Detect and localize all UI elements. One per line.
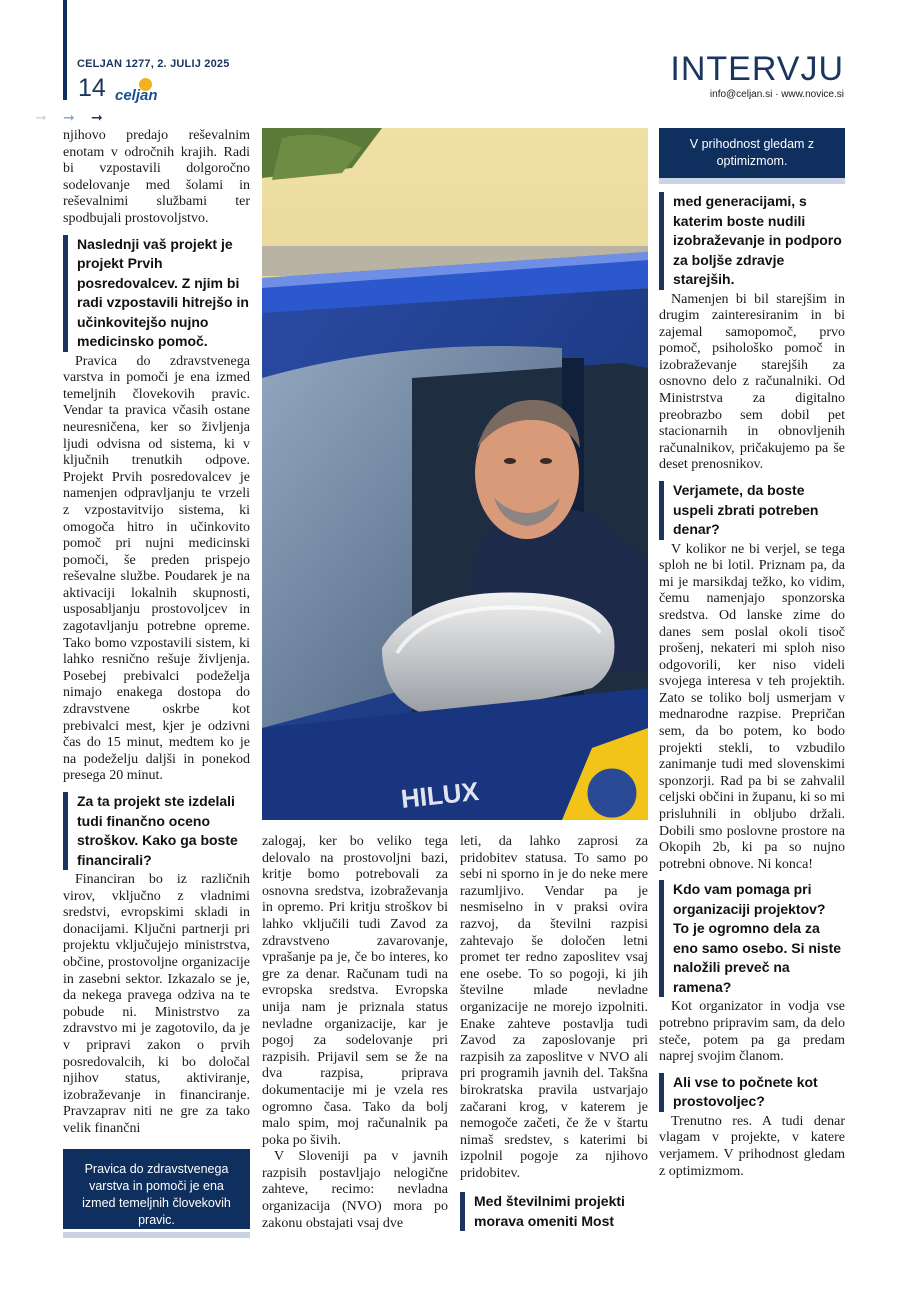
paragraph: Namenjen bi bil starejšim in drugim zainteresiranim in bi zajemal samopomoč, prvo pomoč, psihološko pomoč in izobraževanje starejših za osnovno delo z računalniki. Od Ministrstva za digitalno preobrazbo sem dobil pet stacionarnih in obnovljenih računalnikov, pričakujemo pa še deset prenosnikov.: [659, 291, 845, 473]
logo-text: celjan: [115, 87, 158, 104]
paragraph: Pravica do zdravstvenega varstva in pomoči je ena izmed temeljnih človekovih pravic. Vendar ta pravica včasih ostane neuresničena, ker so življenja ljudi odvisna od sistema, ki v ključnih trenutkih odpove. Projekt Prvih posredovalcev je namenjen odpravljanju te vrzeli z vzpostavitvijo sistema, ki omogoča hitro in učinkovito pomoč pri nujni medicinski pomoči, še preden prispejo reševalne službe. Poudarek je na aktivaciji lokalnih skupnosti, usposabljanju prostovoljcev in zagotavljanju potrebne opreme. Tako bomo vzpostavili sistem, ki lahko resnično rešuje življenja. Posebej prebivalci podeželja nimajo enakega dostopa do zdravstvene oskrbe kot prebivalci mest, kjer je odzivni čas do 15 minut, medtem ko je na podeželju daljši in ponekod presega 20 minut.: [63, 353, 250, 784]
celjan-logo: [115, 78, 169, 108]
interview-question: Verjamete, da boste uspeli zbrati potreben denar?: [659, 481, 845, 540]
article-column-1: [63, 128, 250, 1138]
photo-man-in-car: [262, 128, 648, 820]
issue-info: CELJAN 1277, 2. JULIJ 2025: [77, 58, 230, 70]
pull-quote-bar: [659, 178, 845, 184]
article-column-3: [262, 834, 448, 1232]
paragraph: Kot organizator in vodja vse potrebno pripravim sam, da delo steče, potem pa ga predam naprej svojim članom.: [659, 999, 845, 1065]
interview-question: med generacijami, s katerim boste nudili izobraževanje in podporo za boljše zdravje starejših.: [659, 192, 845, 290]
interview-question: Za ta projekt ste izdelali tudi finančno oceno stroškov. Kako ga boste financirali?: [63, 792, 250, 870]
arrow-right-icon: ➞: [91, 110, 103, 126]
arrow-right-icon: ➞: [35, 110, 47, 126]
contact-info: info@celjan.si · www.novice.si: [709, 89, 844, 100]
pull-quote-bar: [63, 1232, 250, 1238]
paragraph: V kolikor ne bi verjel, se tega sploh ne bi lotil. Priznam pa, da mi je marsikdaj težko, ko vidim, čemu namenjajo sponzorska sredstva. Od lanske zime do danes sem poslal okoli tisoč prošenj, nekateri mi sploh niso odgovorili, ker niso videli svojega interesa v teh projektih. Zato se toliko bolj usmerjam v mednarodne razpise. Prepričan sem, da bo potem, ko bodo projekti stekli, to vzbudilo zanimanje tudi med slovenskimi sponzorji. Rad pa bi se zahvalil celjski občini in županu, ki so mi prisluhnili in obljubo držali. Dobili smo poslovne prostore na Okopih 2b, ki pa so nujno potrebni obnove. Ni konca!: [659, 541, 845, 872]
page-number: 14: [78, 74, 106, 102]
arrow-decoration: [35, 112, 125, 124]
section-title: INTERVJU: [670, 50, 844, 88]
paragraph: njihovo predajo reševalnim enotam v odročnih krajih. Radi bi vzpostavili dolgoročno sodelovanje med šolami in reševalnimi službami ter spodbujali prostovoljstvo.: [63, 128, 250, 226]
paragraph: V Sloveniji pa v javnih razpisih postavljajo nelogične zahteve, recimo: nevladna organizacija (NVO) mora po zakonu obstajati vsaj dve: [262, 1149, 448, 1231]
pull-quote: Pravica do zdravstvenega varstva in pomoči je ena izmed temeljnih človekovih pravic.: [63, 1149, 250, 1229]
interview-question: Kdo vam pomaga pri organizaciji projektov? To je ogromno dela za eno samo osebo. Si niste naložili preveč na ramena?: [659, 880, 845, 997]
paragraph: leti, da lahko zaprosi za pridobitev statusa. To samo po sebi ni sporno in je do neke mere razumljivo. Vendar pa je nesmiselno in v praksi ovira razvoj, da številni razpisi zahtevajo še določen letni promet ter redno zaposlitev vsaj ene osebe. To so pogoji, ki jih številne mlade nevladne organizacije ne morejo izpolniti. Enake zahteve postavlja tudi Zavod za zaposlovanje pri razpisih za zaposlitve v NVO ali pri programih javnih del. Takšna birokratska pravila ustvarjajo začarani krog, v katerem je nemogoče začeti, če že v štartu nimaš sredstev, s katerimi bi izpolnil pogoje za njihovo pridobitev.: [460, 834, 648, 1181]
header-rule: [63, 0, 67, 100]
interview-question: Ali vse to počnete kot prostovoljec?: [659, 1073, 845, 1112]
article-column-4: [460, 834, 648, 1233]
interview-question: Naslednji vaš projekt je projekt Prvih posredovalcev. Z njim bi radi vzpostavili hitrejšo in učinkovitejšo nujno medicinsko pomoč.: [63, 235, 250, 352]
interview-question: Med številnimi projekti morava omeniti Most: [460, 1192, 648, 1231]
paragraph: Financiran bo iz različnih virov, vključno z vladnimi sredstvi, evropskimi skladi in donacijami. Ključni partnerji pri projektu vključujejo ministrstva, občine, prostovoljne organizacije in zasebni sektor. Izkazalo se je, da nekega pravega odziva na te pobude ni. Ministrstvo za zdravstvo mi je zagotovilo, da je v pripravi zakon o prvih posredovalcih, ki bo določal njihov status, aktiviranje, izobraževanje in financiranje. Pravzaprav niti ne gre za tako velik finančni: [63, 872, 250, 1136]
paragraph: Trenutno res. A tudi denar vlagam v projekte, v katere verjamem. V prihodnost gledam z optimizmom.: [659, 1113, 845, 1179]
paragraph: zalogaj, ker bo veliko tega delovalo na prostovoljni bazi, kritje bomo potrebovali za osnovna sredstva, izobraževanja in opremo. Pri kritju stroškov bi lahko vključili tudi Zavod za zdravstveno zavarovanje, vprašanje pa je, če bo interes, ko gre za denar. Računam tudi na evropska sredstva. Evropska unija nam je priznala status nevladne organizacije, kar je pogoj za sodelovanje pri razpisih. Prijavil sem se že na dva razpisa, priprava dokumentacije mi je vzela res ogromno časa. Tako da bolj malo spim, moj računalnik pa poka po šivih.: [262, 834, 448, 1148]
pull-quote: V prihodnost gledam z optimizmom.: [659, 128, 845, 178]
arrow-right-icon: ➞: [63, 110, 75, 126]
article-column-5: [659, 192, 845, 1180]
vehicle-lettering: HILUX: [399, 775, 481, 814]
interview-photo: [262, 128, 648, 820]
